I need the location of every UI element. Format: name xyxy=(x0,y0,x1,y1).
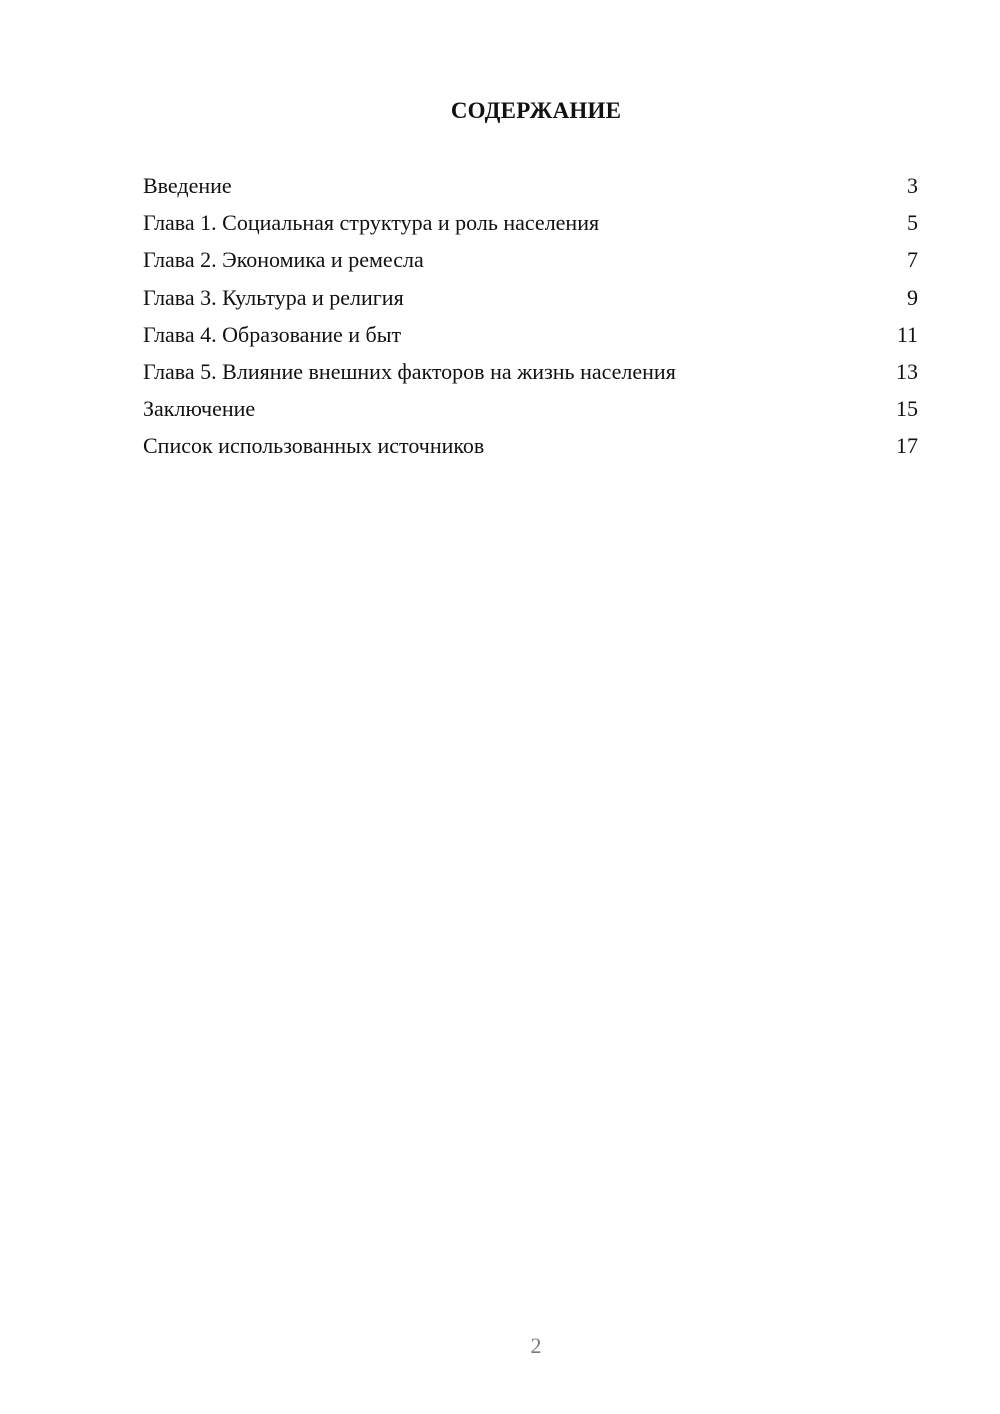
toc-entry-label: Глава 3. Культура и религия xyxy=(143,284,404,310)
page-number: 2 xyxy=(530,1333,542,1358)
toc-entry-page: 9 xyxy=(907,284,918,310)
toc-entry-label: Заключение xyxy=(143,396,256,422)
toc-title: СОДЕРЖАНИЕ xyxy=(450,98,622,123)
toc-entry-label: Введение xyxy=(143,173,232,198)
toc-entry-introduction xyxy=(143,167,918,204)
toc-entry-chapter-1 xyxy=(143,204,918,241)
toc-entry-label: Глава 2. Экономика и ремесла xyxy=(143,247,424,273)
toc-entry-page: 13 xyxy=(896,358,918,384)
toc-entry-label: Глава 4. Образование и быт xyxy=(143,321,402,347)
toc-entry-label: Список использованных источников xyxy=(143,433,485,459)
toc-entry-page: 15 xyxy=(896,396,918,422)
toc-entry-page: 3 xyxy=(907,173,918,198)
toc-entry-references xyxy=(143,427,918,464)
toc-entry-chapter-3 xyxy=(143,279,918,316)
toc-entry-chapter-2 xyxy=(143,241,918,278)
toc-entry-page: 17 xyxy=(896,433,918,459)
toc-entry-page: 11 xyxy=(896,321,918,347)
toc-entry-page: 7 xyxy=(907,247,918,273)
toc-entry-label: Глава 1. Социальная структура и роль населения xyxy=(143,210,600,236)
toc-entry-chapter-5 xyxy=(143,353,918,390)
toc-entry-page: 5 xyxy=(907,210,918,236)
toc-entry-label: Глава 5. Влияние внешних факторов на жизнь населения xyxy=(143,358,676,384)
toc-entry-chapter-4 xyxy=(143,316,918,353)
toc-entry-conclusion xyxy=(143,390,918,427)
table-of-contents xyxy=(143,167,918,465)
